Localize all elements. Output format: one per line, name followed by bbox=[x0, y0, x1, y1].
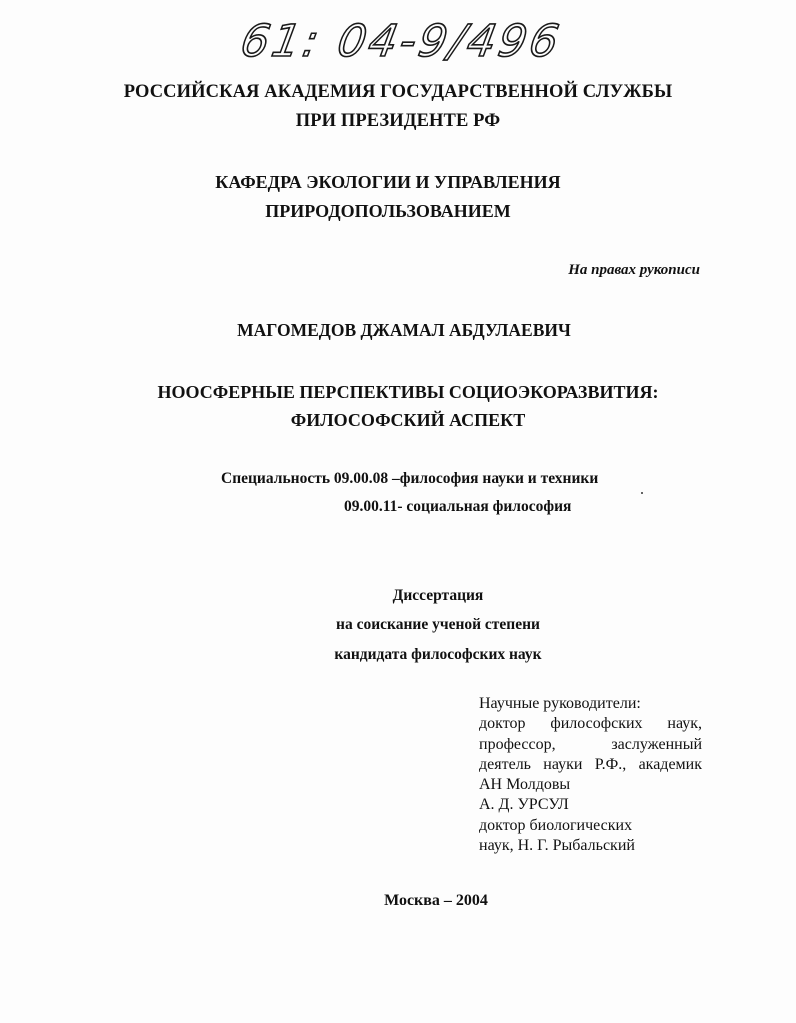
advisor-name-ursul: А. Д. УРСУЛ bbox=[479, 796, 569, 814]
department-line-1: КАФЕДРА ЭКОЛОГИИ И УПРАВЛЕНИЯ bbox=[215, 172, 561, 192]
dissertation-degree-field: кандидата философских наук bbox=[334, 646, 542, 663]
specialty-line-1: Специальность 09.00.08 –философия науки и техники bbox=[221, 470, 599, 487]
advisors-heading: Научные руководители: bbox=[479, 695, 641, 712]
department-line-2: ПРИРОДОПОЛЬЗОВАНИЕМ bbox=[265, 201, 511, 221]
advisor-line: доктор биологических bbox=[479, 816, 633, 834]
org-name-line-1: РОССИЙСКАЯ АКАДЕМИЯ ГОСУДАРСТВЕННОЙ СЛУЖБЫ bbox=[123, 82, 673, 102]
archive-stamp-drawing bbox=[236, 4, 566, 70]
city-year: Москва – 2004 bbox=[384, 892, 488, 909]
advisor-line: профессор, заслуженный bbox=[479, 735, 702, 753]
org-name-line-2: ПРИ ПРЕЗИДЕНТЕ РФ bbox=[295, 111, 501, 131]
dissertation-degree-line: на соискание ученой степени bbox=[336, 616, 540, 633]
scan-speck bbox=[641, 492, 643, 494]
specialty-line-2: 09.00.11- социальная философия bbox=[344, 498, 572, 515]
archive-stamp-text: 61: 04-9/496 bbox=[236, 16, 566, 67]
advisor-line: деятель науки Р.Ф., академик bbox=[479, 755, 702, 773]
title-line-2: ФИЛОСОФСКИЙ АСПЕКТ bbox=[290, 410, 526, 430]
advisor-line: доктор философских наук, bbox=[479, 715, 702, 733]
author-name: МАГОМЕДОВ ДЖАМАЛ АБДУЛАЕВИЧ bbox=[237, 320, 571, 340]
advisor-line: АН Молдовы bbox=[479, 776, 571, 794]
archive-stamp bbox=[236, 4, 566, 70]
advisor-name-rybalsky: наук, Н. Г. Рыбальский bbox=[479, 837, 635, 855]
rights-note: На правах рукописи bbox=[568, 262, 700, 278]
advisors-block bbox=[479, 694, 702, 856]
title-line-1: НООСФЕРНЫЕ ПЕРСПЕКТИВЫ СОЦИОЭКОРАЗВИТИЯ: bbox=[157, 382, 659, 402]
dissertation-label: Диссертация bbox=[392, 587, 484, 604]
